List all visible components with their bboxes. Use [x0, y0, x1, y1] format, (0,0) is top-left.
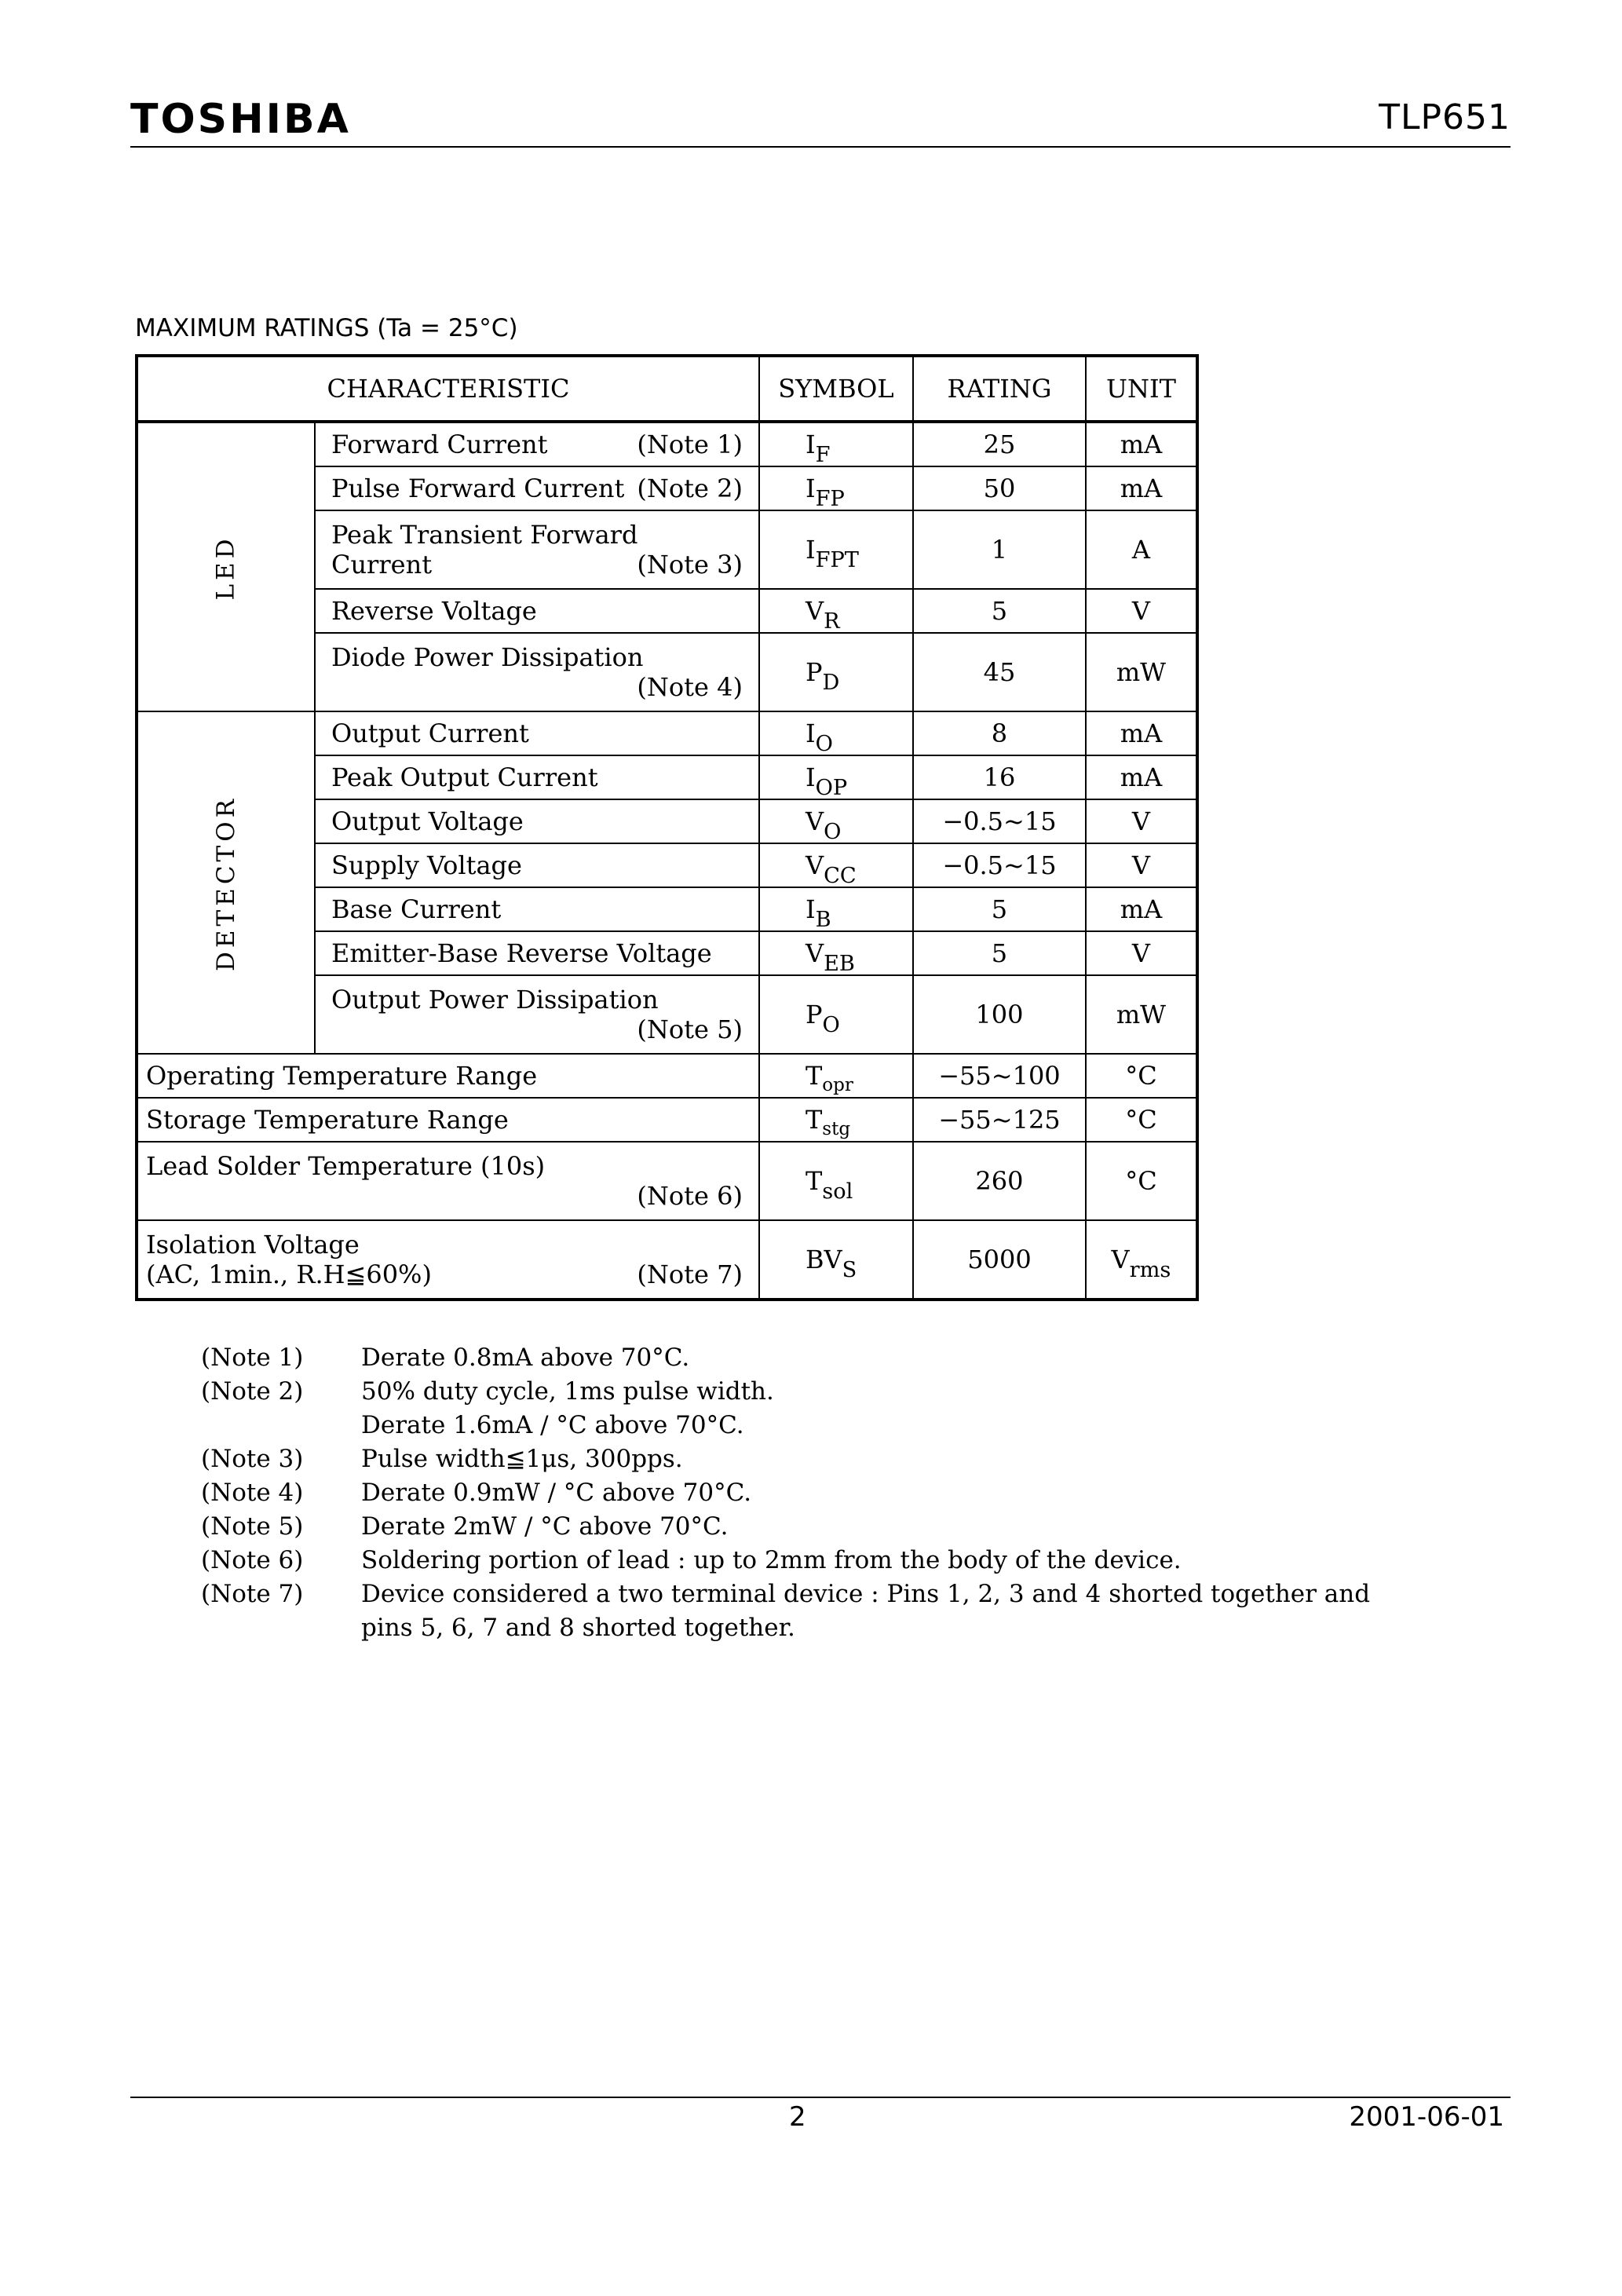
header-symbol: SYMBOL — [759, 356, 913, 422]
table-row — [137, 1054, 1197, 1098]
row-characteristic: Output Voltage — [315, 799, 759, 843]
row-characteristic-2: (AC, 1min., R.H≦60%) — [146, 1260, 432, 1289]
row-unit: V — [1086, 931, 1197, 975]
row-characteristic-2: Current — [331, 550, 433, 579]
note-item: (Note 2) 50% duty cycle, 1ms pulse width. — [201, 1377, 774, 1406]
row-symbol: $BV_S$ — [759, 1220, 913, 1300]
row-characteristic: Storage Temperature Range — [137, 1098, 759, 1142]
table-row — [137, 711, 1197, 755]
row-note: (Note 4) — [637, 672, 743, 702]
table-row — [137, 1142, 1197, 1220]
row-rating: 45 — [913, 633, 1086, 711]
group-detector: DETECTOR — [137, 711, 315, 1054]
row-note: (Note 7) — [637, 1260, 743, 1289]
row-note: (Note 5) — [637, 1015, 743, 1044]
row-unit: °C — [1086, 1142, 1197, 1220]
row-unit: mW — [1086, 633, 1197, 711]
note-item: (Note 5) Derate 2mW / °C above 70°C. — [201, 1512, 729, 1541]
row-note: (Note 2) — [637, 473, 743, 503]
toshiba-logo: TOSHIBA — [130, 96, 351, 143]
row-symbol: $I_F$ — [759, 422, 913, 466]
row-characteristic: Lead Solder Temperature (10s) — [146, 1151, 546, 1181]
row-symbol: $P_O$ — [759, 975, 913, 1054]
table-row — [137, 1098, 1197, 1142]
row-characteristic: Reverse Voltage — [315, 589, 759, 633]
row-characteristic: Pulse Forward Current — [331, 473, 625, 503]
row-symbol: $I_O$ — [759, 711, 913, 755]
notes-list — [201, 1341, 1370, 1645]
header-characteristic: CHARACTERISTIC — [137, 356, 759, 422]
table-row — [137, 422, 1197, 466]
row-unit: mA — [1086, 711, 1197, 755]
header-unit: UNIT — [1086, 356, 1197, 422]
row-rating: −55~100 — [913, 1054, 1086, 1098]
row-note: (Note 3) — [637, 550, 743, 579]
table-row — [137, 1220, 1197, 1300]
row-symbol: $T_{sol}$ — [759, 1142, 913, 1220]
row-unit: $V_{rms}$ — [1086, 1220, 1197, 1300]
row-note: (Note 6) — [637, 1181, 743, 1211]
row-characteristic: Output Power Dissipation — [331, 985, 659, 1015]
row-characteristic: Peak Output Current — [315, 755, 759, 799]
header-rule — [130, 146, 1511, 148]
row-characteristic: Diode Power Dissipation — [331, 642, 644, 672]
row-characteristic: Output Current — [315, 711, 759, 755]
footer-date: 2001-06-01 — [1349, 2101, 1504, 2133]
row-characteristic: Peak Transient Forward — [331, 520, 638, 550]
row-rating: 100 — [913, 975, 1086, 1054]
row-unit: V — [1086, 843, 1197, 887]
row-rating: −55~125 — [913, 1098, 1086, 1142]
note-item: Derate 1.6mA / °C above 70°C. — [361, 1411, 744, 1439]
row-characteristic: Base Current — [315, 887, 759, 931]
header-rating: RATING — [913, 356, 1086, 422]
row-unit: V — [1086, 799, 1197, 843]
section-title: MAXIMUM RATINGS (Ta = 25°C) — [135, 314, 518, 342]
row-rating: −0.5~15 — [913, 799, 1086, 843]
row-characteristic: Operating Temperature Range — [137, 1054, 759, 1098]
row-rating: 8 — [913, 711, 1086, 755]
row-characteristic: Forward Current — [331, 430, 548, 459]
row-rating: 1 — [913, 510, 1086, 589]
row-unit: V — [1086, 589, 1197, 633]
row-rating: 16 — [913, 755, 1086, 799]
row-rating: 5000 — [913, 1220, 1086, 1300]
note-item: (Note 1) Derate 0.8mA above 70°C. — [201, 1344, 690, 1372]
row-rating: 5 — [913, 931, 1086, 975]
note-item: (Note 3) Pulse width≦1μs, 300pps. — [201, 1445, 683, 1473]
row-unit: °C — [1086, 1054, 1197, 1098]
row-symbol: $I_{OP}$ — [759, 755, 913, 799]
row-rating: 5 — [913, 887, 1086, 931]
row-symbol: $P_D$ — [759, 633, 913, 711]
row-characteristic: Emitter-Base Reverse Voltage — [315, 931, 759, 975]
row-rating: −0.5~15 — [913, 843, 1086, 887]
row-unit: mA — [1086, 887, 1197, 931]
row-symbol: $V_R$ — [759, 589, 913, 633]
row-symbol: $V_{CC}$ — [759, 843, 913, 887]
note-item: pins 5, 6, 7 and 8 shorted together. — [361, 1614, 795, 1642]
row-characteristic: Isolation Voltage — [146, 1230, 360, 1260]
row-symbol: $T_{stg}$ — [759, 1098, 913, 1142]
row-rating: 25 — [913, 422, 1086, 466]
row-unit: °C — [1086, 1098, 1197, 1142]
row-symbol: $I_{FP}$ — [759, 466, 913, 510]
row-symbol: $T_{opr}$ — [759, 1054, 913, 1098]
row-rating: 260 — [913, 1142, 1086, 1220]
row-symbol: $I_B$ — [759, 887, 913, 931]
page-number: 2 — [789, 2101, 806, 2133]
row-unit: A — [1086, 510, 1197, 589]
row-unit: mW — [1086, 975, 1197, 1054]
row-note: (Note 1) — [637, 430, 743, 459]
group-led: LED — [137, 422, 315, 711]
row-rating: 5 — [913, 589, 1086, 633]
note-item: (Note 7) Device considered a two terminal device : Pins 1, 2, 3 and 4 shorted together and — [201, 1580, 1371, 1608]
row-symbol: $I_{FPT}$ — [759, 510, 913, 589]
row-unit: mA — [1086, 422, 1197, 466]
row-characteristic: Supply Voltage — [315, 843, 759, 887]
row-unit: mA — [1086, 755, 1197, 799]
row-rating: 50 — [913, 466, 1086, 510]
footer-rule — [130, 2097, 1511, 2098]
row-unit: mA — [1086, 466, 1197, 510]
note-item: (Note 4) Derate 0.9mW / °C above 70°C. — [201, 1479, 752, 1507]
maximum-ratings-table — [135, 354, 1199, 1301]
note-item: (Note 6) Soldering portion of lead : up to 2mm from the body of the device. — [201, 1546, 1182, 1574]
row-symbol: $V_{EB}$ — [759, 931, 913, 975]
table-header-row — [137, 356, 1197, 422]
row-symbol: $V_O$ — [759, 799, 913, 843]
part-number: TLP651 — [1379, 97, 1511, 137]
